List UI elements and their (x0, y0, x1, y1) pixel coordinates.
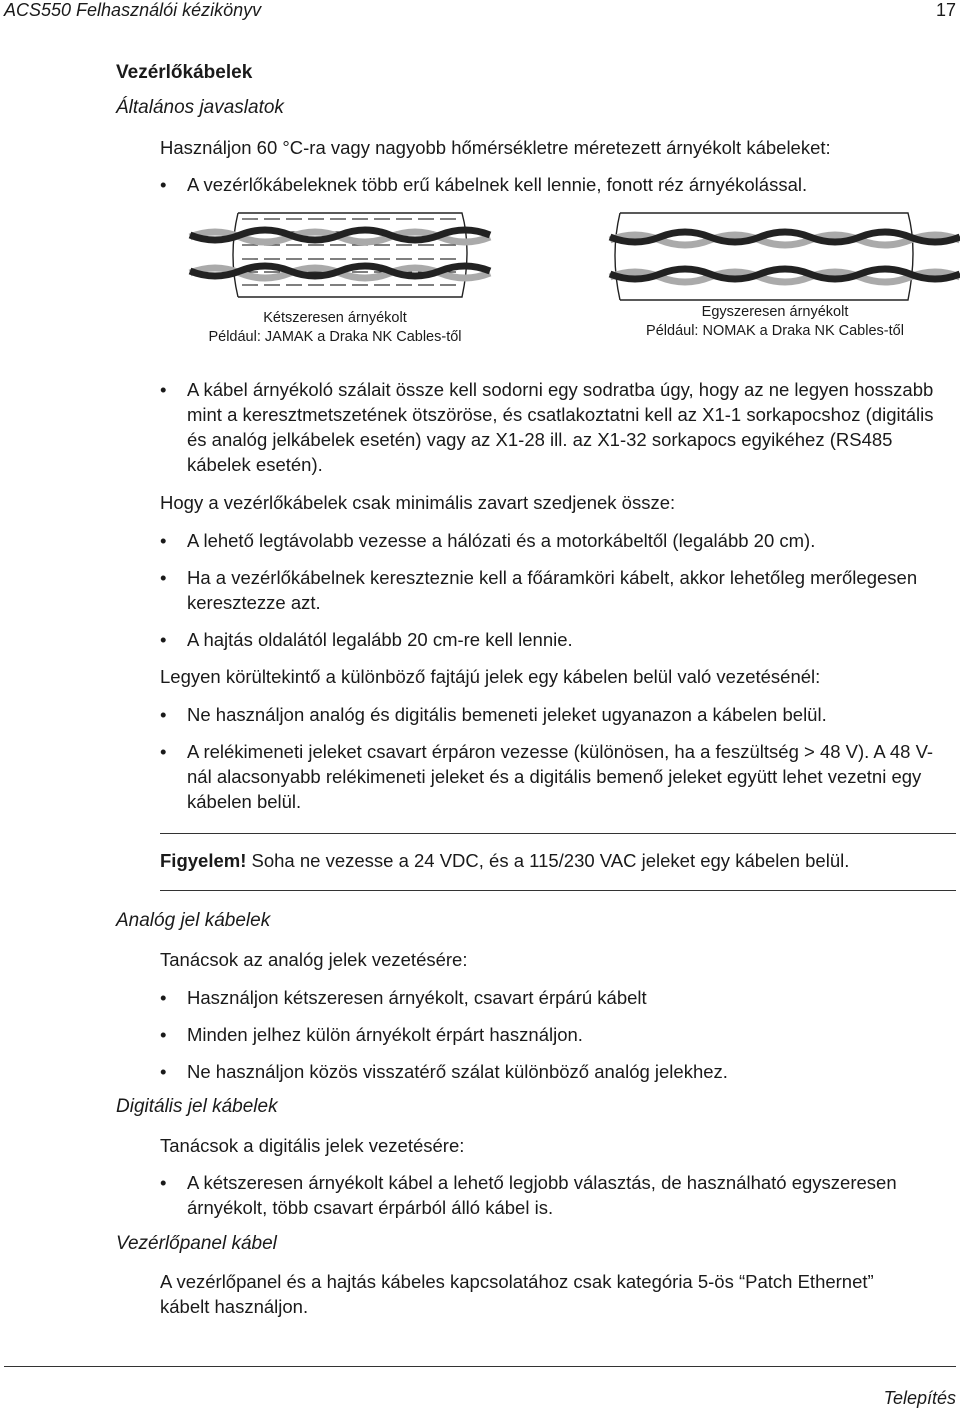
general-bullet-1: A vezérlőkábeleknek több erű kábelnek kell lennie, fonott réz árnyékolással. (187, 174, 808, 195)
interference-intro: Hogy a vezérlőkábelek csak minimális zavart szedjenek össze: (160, 492, 676, 513)
subsection-general-title: Általános javaslatok (116, 97, 284, 118)
signals-intro: Legyen körültekintő a különböző fajtájú jelek egy kábelen belül való vezetésénél: (160, 666, 821, 687)
general-intro: Használjon 60 °C-ra vagy nagyobb hőmérsékletre méretezett árnyékolt kábeleket: (160, 137, 831, 158)
double-shielded-cable-illustration (190, 213, 490, 297)
digital-bullet-1: A kétszeresen árnyékolt kábel a lehető legjobb választás, de használható egyszeresen árnyékolt, több csavart érpárból álló kábel is. (187, 1172, 897, 1218)
signals-bullet-2: A relékimeneti jeleket csavart érpáron vezesse (különösen, ha a feszültség > 48 V). A 48 V-nál alacsonyabb relékimeneti jeleket és a digitális bemenő jeleket együtt lehet vezetni egy kábelen belül. (187, 741, 934, 812)
bullet-marker: • (160, 379, 167, 400)
bullet-marker: • (160, 741, 167, 762)
bullet-marker: • (160, 530, 167, 551)
interference-bullet-1: A lehető legtávolabb vezesse a hálózati és a motorkábeltől (legalább 20 cm). (187, 530, 816, 551)
subsection-panel-title: Vezérlőpanel kábel (116, 1233, 277, 1254)
subsection-analog-title: Analóg jel kábelek (116, 910, 271, 931)
interference-bullet-2: Ha a vezérlőkábelnek kereszteznie kell a főáramköri kábelt, akkor lehetőleg merőlegesen keresztezze azt. (187, 567, 918, 613)
analog-bullet-1: Használjon kétszeresen árnyékolt, csavart érpárú kábelt (187, 987, 647, 1008)
warning-bottom-rule (160, 890, 956, 891)
digital-intro: Tanácsok a digitális jelek vezetésére: (160, 1135, 465, 1156)
section-title: Vezérlőkábelek (116, 62, 253, 83)
warning-label: Figyelem! (160, 850, 247, 871)
single-shielded-cable-illustration (610, 213, 960, 300)
footer-text: Telepítés (883, 1388, 956, 1408)
bullet-marker: • (160, 987, 167, 1008)
bullet-marker: • (160, 1172, 167, 1193)
subsection-digital-title: Digitális jel kábelek (116, 1096, 278, 1117)
bullet-marker: • (160, 1061, 167, 1082)
warning-top-rule (160, 833, 956, 834)
figure-left-caption-line1: Kétszeresen árnyékolt (263, 310, 407, 326)
figure-left-caption-line2: Például: JAMAK a Draka NK Cables-től (208, 329, 462, 345)
analog-intro: Tanácsok az analóg jelek vezetésére: (160, 949, 468, 970)
warning-paragraph (160, 848, 960, 873)
bullet-marker: • (160, 629, 167, 650)
page-number: 17 (935, 0, 956, 20)
figure-right-caption-line1: Egyszeresen árnyékolt (701, 304, 849, 320)
analog-bullet-2: Minden jelhez külön árnyékolt érpárt használjon. (187, 1024, 583, 1045)
header-title: ACS550 Felhasználói kézikönyv (4, 0, 262, 20)
bullet-marker: • (160, 1024, 167, 1045)
interference-bullet-3: A hajtás oldalától legalább 20 cm-re kell lennie. (187, 629, 573, 650)
analog-bullet-3: Ne használjon közös visszatérő szálat különböző analóg jelekhez. (187, 1061, 728, 1082)
warning-text: Soha ne vezesse a 24 VDC, és a 115/230 VAC jeleket egy kábelen belül. (246, 850, 850, 871)
signals-bullet-1: Ne használjon analóg és digitális bemeneti jeleket ugyanazon a kábelen belül. (187, 704, 827, 725)
bullet-marker: • (160, 174, 167, 195)
general-bullet-2: A kábel árnyékoló szálait össze kell sodorni egy sodratba úgy, hogy az ne legyen hosszabb mint a keresztmetszetének ötszöröse, és csatlakoztatni kell az X1-1 sorkapocshoz (digitális és analóg jelkábelek esetén) vagy az X1-28 ill. az X1-32 sorkapocs egyikéhez (RS485 kábelek esetén). (187, 379, 934, 475)
bullet-marker: • (160, 704, 167, 725)
figure-right-caption-line2: Például: NOMAK a Draka NK Cables-től (646, 323, 904, 339)
bullet-marker: • (160, 567, 167, 588)
footer-rule (4, 1366, 956, 1367)
panel-text: A vezérlőpanel és a hajtás kábeles kapcsolatához csak kategória 5-ös “Patch Ethernet” kábelt használjon. (160, 1271, 874, 1317)
